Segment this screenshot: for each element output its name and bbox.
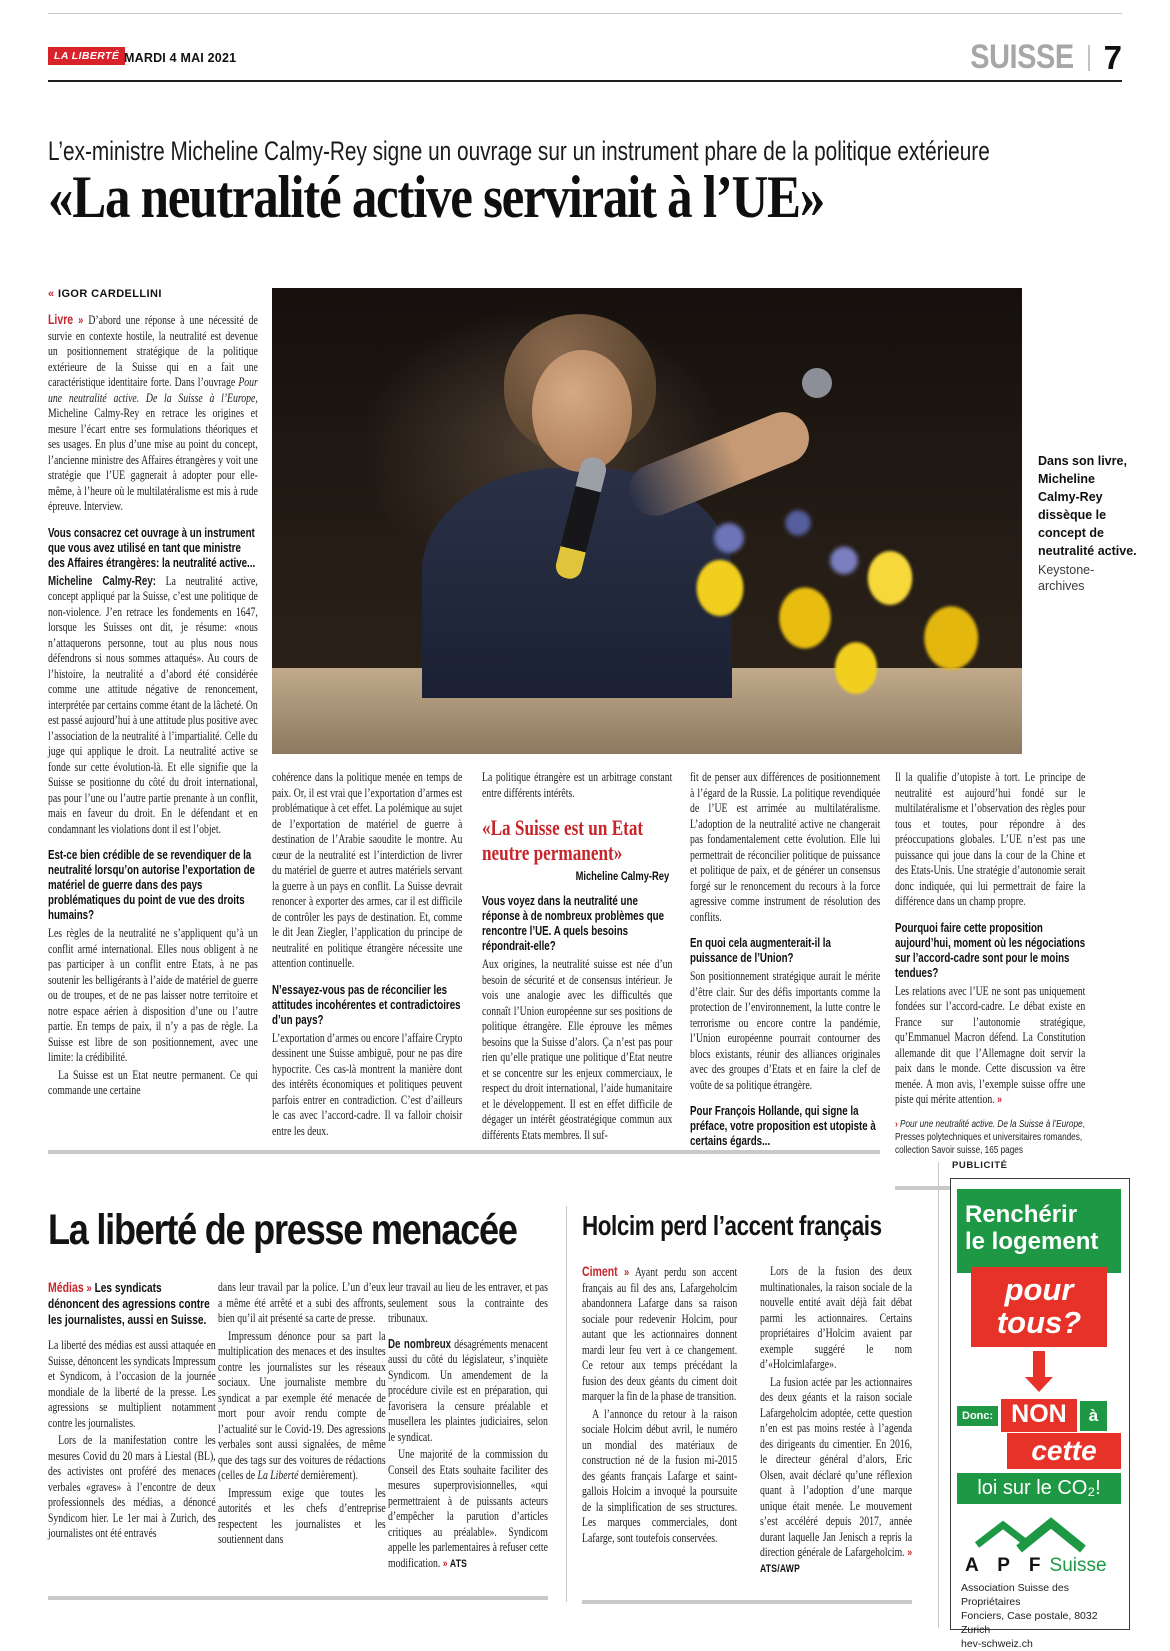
photo-caption-text: Dans son livre, Micheline Calmy-Rey dissèque le concept de neutralité active. <box>1038 454 1137 558</box>
paragraph-text: Ayant perdu son accent français au fil des ans, Lafargeholcim abandonnera Lafarge dans sa raison sociale pour redevenir Holcim, pour autant que les actionnaires donnent mardi leur feu vert à ce changement. Ce retour aux temps précédant la fusion des deux géants du ciment doit marquer la fin de la phase de transition. <box>582 1265 738 1403</box>
paragraph: Aux origines, la neutralité suisse est née d’un besoin de sécurité et de consensus intérieur. Je vois une analogie avec les difficultés que connaît l’Union européenne sur ses positions de politique étrangère. Elle éprouve les mêmes besoins que la Suisse d’alors. Ça n’est pas pour rien qu’elle pratique une politique d’Etat neutre et se concentre sur les enjeux commerciaux, le respect du droit international, l’aide humanitaire et le développement. Il est en effet difficile de dégager un intérêt géostratégique commun aux différents Etats membres. Il suf- <box>482 957 673 1142</box>
photo-flowers-yellow <box>652 498 992 698</box>
interview-question: En quoi cela augmenterait-il la puissance de l’Union? <box>690 936 831 965</box>
paragraph: fit de penser aux différences de positionnement à l’égard de la Russie. La politique revendiquée de l’UE est arrimée au multilatéralisme. L’adoption de la neutralité active ne changerait pas fondamentalement cette évolution. Elle lui permettrait de réconcilier politique de puissance et politique de paix, et de générer un consensus forgé sur le renoncement du recours à la force agressive comme instrument de résolution des conflits. <box>690 770 881 924</box>
paragraph: A l’annonce du retour à la raison sociale Holcim début avril, le numéro un mondial des matériaux de construction né de la fusion mi-2015 des géants français Lafarge et saint-gallois Holcim a invoqué la poursuite de la simplification de ses structures. Les marques commerciales, dont Lafarge, sont toutefois conservées. <box>582 1406 738 1545</box>
press-headline: La liberté de presse menacée <box>48 1206 517 1254</box>
ad-a: à <box>1080 1401 1107 1431</box>
paragraph <box>388 1447 548 1571</box>
lead-col4 <box>690 770 880 1148</box>
paragraph <box>760 1375 912 1577</box>
ad-arrow-stem <box>1033 1351 1045 1377</box>
lead-col1 <box>48 312 258 1150</box>
kicker: L’ex-ministre Micheline Calmy-Rey signe un ouvrage sur un instrument phare de la politique extérieure <box>48 136 990 166</box>
bottom-divider-mid <box>582 1600 912 1604</box>
rubric-label: Médias <box>48 1280 84 1295</box>
lead-col3 <box>482 770 672 1148</box>
paragraph-text: Une majorité de la commission du Conseil des Etats souhaite faciliter des mesures superprovisionnelles, «qui permettraient à de puissants acteurs d’empêcher la parution d’articles critiques au préalable». Syndicom appelle les parlementaires à refuser cette modification. <box>388 1447 548 1570</box>
press-headline-wrap <box>48 1206 554 1264</box>
rubric-arrows-icon: » <box>623 1265 630 1279</box>
interview-question: Est-ce bien crédible de se revendiquer de la neutralité lorsqu’on autorise l’exportation de matériel de guerre dans des pays problématiques du point de vue des droits humains? <box>48 848 255 922</box>
ad-loi: loi sur le CO₂! <box>957 1473 1121 1504</box>
book-title: Pour une neutralité active. De la Suisse à l’Europe <box>900 1117 1083 1130</box>
photo-credit: Keystone-archives <box>1038 563 1095 593</box>
paragraph-text: , Micheline Calmy-Rey en retrace les origines et mesure l’écart entre ses formulations théoriques et ses usages. En plus d’une mise au point du concept, l’ancienne ministre des Affaires étrangères y voit une stratégie que l’UE gagnerait à adopter pour elle-même, à l’heure où le multilatéralisme est mis à rude épreuve. Interview. <box>48 390 258 513</box>
interview-question: Pour François Hollande, qui signe la préface, votre proposition est utopiste à certains égards... <box>690 1104 876 1148</box>
headline-wrap <box>48 166 1122 256</box>
ad-divider <box>938 1162 939 1628</box>
newspaper-name-inline: La Liberté <box>257 1468 299 1482</box>
ad-donc: Donc: <box>957 1406 998 1426</box>
ad-red-banner <box>971 1267 1107 1347</box>
agency-signature: ATS/AWP <box>760 1562 801 1575</box>
lead-col2 <box>272 770 462 1148</box>
edition-date: MARDI 4 MAI 2021 <box>124 51 237 65</box>
paragraph: Impressum exige que toutes les autorités et les chefs d’entreprise respectent les journalistes et les soutiennent dans <box>218 1485 386 1546</box>
rubric-arrows-icon: » <box>78 313 84 327</box>
ad-line4: tous? <box>996 1305 1082 1340</box>
apf-letters: A P F <box>965 1555 1048 1576</box>
ad-website-link[interactable]: hev-schweiz.ch <box>961 1638 1033 1650</box>
rubric-label: Livre <box>48 312 74 327</box>
ad-address <box>961 1581 1125 1651</box>
masthead-rule <box>48 80 1122 82</box>
section-divider <box>48 1150 880 1154</box>
paragraph-text: Les relations avec l’UE ne sont pas uniquement fondées sur l’accord-cadre. Le débat existe en France sur l’autonomie stratégique, qu’Emmanuel Macron défend. La Constitution allemande dit que l’Allemagne doit servir la paix dans le monde. Cette discussion va être menée. A mon avis, l’exemple suisse offre une piste qui mérite attention. <box>895 983 1086 1106</box>
ad-green-banner <box>957 1189 1121 1273</box>
paragraph-text: D’abord une réponse à une nécessité de survie en contexte hostile, la neutralité est devenue un positionnement stratégique de la politique extérieure de la Suisse qui en a fait une caractéristique identitaire forte. Dans l’ouvrage <box>48 313 258 389</box>
holcim-col2 <box>760 1264 912 1594</box>
apf-roof-logo-icon <box>969 1515 1089 1551</box>
paragraph <box>48 312 258 515</box>
paragraph-text: La fusion actée par les actionnaires des deux géants et la raison sociale Lafargeholcim adoptée, cette question n’en est pas moins restée à l’agenda des dirigeants du cimentier. En 2016, le directeur général d’alors, Eric Olsen, avait déclaré qu’une réflexion quant à l’adoption d’une marque unique était menée. Le mouvement s’est accéléré depuis 2017, année durant laquelle Jan Jenisch a repris la direction générale de Lafargeholcim. <box>760 1374 913 1559</box>
paragraph <box>218 1329 386 1484</box>
ref-arrow-icon: › <box>895 1117 898 1130</box>
ad-address-line2: Fonciers, Case postale, 8032 Zurich <box>961 1610 1098 1636</box>
ad-non: NON <box>1001 1399 1077 1432</box>
ad-arrow-icon <box>1025 1377 1053 1392</box>
agency-mark: » <box>442 1557 448 1570</box>
section-title: SUISSE <box>970 38 1074 76</box>
paragraph: La Suisse est un Etat neutre permanent. Ce qui commande une certaine <box>48 1067 258 1097</box>
ad-line2: le logement <box>965 1228 1099 1255</box>
photo-caption <box>1038 452 1138 594</box>
article-photo <box>272 288 1022 754</box>
ad-cette: cette <box>1007 1433 1121 1469</box>
paragraph-text: Impressum dénonce pour sa part la multiplication des menaces et des insultes contre les journalistes sur les réseaux sociaux. Une journaliste membre du syndicat a par exemple été menacée de mort pour avoir rendu compte de l’actualité sur le Covid-19. Des agressions verbales sont aussi signalées, de même que des tags sur des voitures de rédactions (celles de <box>218 1328 386 1482</box>
end-mark: » <box>997 1094 1002 1106</box>
photo-person-face <box>532 350 632 472</box>
paragraph-text: désagréments menacent aussi du côté du législateur, s’inquiète Syndicom. Un amendement de la procédure civile est en préparation, qui favorisera la censure préalable et musellera les plaintes judiciaires, selon le syndicat. <box>388 1336 548 1444</box>
ad-line1: Renchérir <box>965 1201 1078 1228</box>
interview-question: Vous consacrez cet ouvrage à un instrument que vous avez utilisé en tant que ministre des Affaires étrangères: la neutralité active... <box>48 525 256 570</box>
speaker-name: Micheline Calmy-Rey: <box>48 573 157 588</box>
paragraph: La liberté des médias est aussi attaquée en Suisse, dénoncent les syndicats Impressum et Syndicom, à l’occasion de la journée mondiale de la liberté de la presse. Les agressions se multiplient notamment contre les journalistes. <box>48 1338 216 1430</box>
advertisement[interactable] <box>950 1178 1130 1650</box>
main-headline: «La neutralité active servirait à l’UE» <box>48 164 824 230</box>
paragraph: Lors de la fusion des deux multinationales, la raison sociale de la nouvelle entité avait déjà fait débat parmi les actionnaires. Certains propriétaires d’Holcim avaient par exemple suggéré le nom d’«Holcimlafarge». <box>760 1264 913 1371</box>
paragraph <box>48 574 258 838</box>
holcim-col1 <box>582 1264 737 1594</box>
rubric-label: Ciment <box>582 1264 618 1279</box>
paragraph: L’exportation d’armes ou encore l’affaire Crypto dessinent une Suisse ambiguë, pour ne pas dire hypocrite. Ces cas-là montrent la manière dont des intérêts économiques et politiques peuvent parfois entrer en contradiction. C’est d’ailleurs le cas avec l’accord-cadre. Il va falloir choisir entre les deux. <box>272 1030 463 1138</box>
paragraph-text: dernièrement). <box>298 1468 358 1482</box>
paragraph: Il la qualifie d’utopiste à tort. Le principe de neutralité est aujourd’hui fondé sur le multilatéralisme et l’observation des règles pour tous et toutes, pour répondre à des préoccupations globales. L’UE n’est pas une puissance qui joue dans la cour de la Chine et des Etats-Unis. Une stratégie d’autonomie serait donc indiquée, qui lui permettrait de faire la différence dans un champ propre. <box>895 770 1086 908</box>
page-number: 7 <box>1103 38 1122 76</box>
bold-lead-in: De nombreux <box>388 1336 452 1351</box>
press-lead-text: Les syndicats dénoncent des agressions contre les journalistes, aussi en Suisse. <box>48 1280 210 1327</box>
paragraph <box>895 984 1085 1108</box>
paragraph <box>388 1337 548 1446</box>
paragraph: dans leur travail par la police. L’un d’eux a même été arrêté et a subi des affronts, bien qu’il ait présenté sa carte de presse. <box>218 1280 386 1325</box>
paragraph: Son positionnement stratégique aurait le mérite d’être clair. Sur des défis importants comme la protection de l’environnement, la lutte contre le terrorisme ou encore contre la pandémie, l’Union européenne pourrait contourner des blocs existants, réunir des alliances originales avec des groupes d’Etats et en faire la clef de voûte de sa politique étrangère. <box>690 969 881 1092</box>
ad-address-line1: Association Suisse des Propriétaires <box>961 1582 1069 1608</box>
masthead-right <box>952 38 1122 77</box>
byline <box>48 288 162 300</box>
paragraph: Les règles de la neutralité ne s’appliquent qu’à un conflit armé international. Elles nous obligent à ne pas participer à un conflit entre Etats, à ne pas soutenir les belligérants à l’aide de matériel de guerre ou de troupes, et de ne pas laisser notre territoire et notre espace aérien à disposition d’une ou l’autre partie. En temps de paix, il n’y a pas de règle. La Suisse est libre de son positionnement, avec une limite: la crédibilité. <box>48 926 258 1064</box>
apf-wordmark <box>965 1555 1107 1577</box>
photo-watch <box>802 368 832 398</box>
agency-mark: » <box>907 1547 913 1559</box>
top-hairline <box>48 13 1122 14</box>
paragraph: cohérence dans la politique menée en temps de paix. Or, il est vrai que l’exportation d’armes est problématique à cet effet. La polémique au sujet de l’exportation de matériel de guerre à destination de l’Arabie saoudite le montre. Au cœur de la neutralité est l’interdiction de livrer du matériel de guerre et autres matériels servant la guerre à un pays en conflit. La Suisse devrait renoncer à exporter des armes, car il est difficile de contrôler les pays de destination. Et, comme le dit Jean Ziegler, l’application du principe de neutralité en politique étrangère nécessite une attention continuelle. <box>272 770 463 970</box>
rubric-arrows-icon: » <box>86 1281 92 1295</box>
la-liberte-logo[interactable]: LA LIBERTÉ <box>48 47 125 65</box>
lead-col5 <box>895 770 1085 1184</box>
interview-question: Vous voyez dans la neutralité une réponse à de nombreux problèmes que rencontre l’UE. A quels besoins répondrait-elle? <box>482 894 665 953</box>
pull-quote: «La Suisse est un Etat neutre permanent» <box>482 815 644 865</box>
pull-quote-attribution: Micheline Calmy-Rey <box>575 869 670 883</box>
ad-non-row <box>957 1399 1107 1432</box>
press-lead <box>48 1280 216 1328</box>
bottom-divider-left <box>48 1596 548 1600</box>
book-reference-text: , Presses polytechniques et universitaires romandes, collection Savoir suisse, 165 pages <box>895 1117 1085 1156</box>
holcim-headline: Holcim perd l’accent français <box>582 1210 882 1241</box>
press-col3 <box>388 1280 548 1592</box>
ad-line3: pour <box>1004 1272 1074 1307</box>
book-title-inline: Pour une neutralité active. De la Suisse à l’Europe <box>48 375 258 405</box>
paragraph <box>582 1264 737 1405</box>
byline-quote-icon: « <box>48 288 55 300</box>
paragraph-text: La neutralité active, concept appliqué par la Suisse, c’est une politique de non-violence. J’en retrace les fondements en 1647, lorsque les Suisses ont dit, je résume: «nous n’attaquerons personne, tout au plus nous nous défendrons si nous sommes attaqués». Au cours de l’histoire, la neutralité a d’abord été considérée comme une attitude négative de renoncement, interprétée par certains comme étant de la lâcheté. On est passé aujourd’hui à une attitude plus positive avec l’association de la neutralité à l’impartialité. Celle du juge qui applique le droit. La neutralité active se fonde sur cette évolution-là. Et elle signifie que la Suisse se positionne du côté du droit international, pas pour l’une ou l’autre partie prenante à un conflit, mais en faveur du droit. En le défendant et en condamnant les violations dont il est l’objet. <box>48 573 258 836</box>
agency-signature: ATS <box>449 1557 468 1570</box>
masthead-divider <box>1088 45 1090 71</box>
byline-author: IGOR CARDELLINI <box>58 288 162 300</box>
interview-question: N’essayez-vous pas de réconcilier les attitudes incohérentes et contradictoires d’un pays? <box>272 982 461 1027</box>
ad-label: PUBLICITÉ <box>952 1160 1008 1171</box>
holcim-headline-wrap <box>582 1210 918 1250</box>
paragraph: La politique étrangère est un arbitrage constant entre différents intérêts. <box>482 770 673 800</box>
interview-question: Pourquoi faire cette proposition aujourd’hui, moment où les négociations sur l’accord-cadre sont pour le moins tendues? <box>895 920 1086 980</box>
column-divider <box>566 1206 567 1602</box>
paragraph: Lors de la manifestation contre les mesures Covid du 20 mars à Liestal (BL), des activistes ont proféré des menaces verbales «graves» à l’encontre de deux professionnels des médias, a dénoncé Syndicom hier. Le 1er mai à Zurich, des journalistes ont été entravés <box>48 1433 216 1540</box>
press-col2 <box>218 1280 386 1592</box>
paragraph: leur travail au lieu de les entraver, et pas seulement sous la contrainte des tribunaux. <box>388 1280 548 1325</box>
apf-suisse: Suisse <box>1049 1555 1107 1576</box>
press-col1 <box>48 1280 216 1592</box>
book-reference <box>895 1118 1085 1157</box>
